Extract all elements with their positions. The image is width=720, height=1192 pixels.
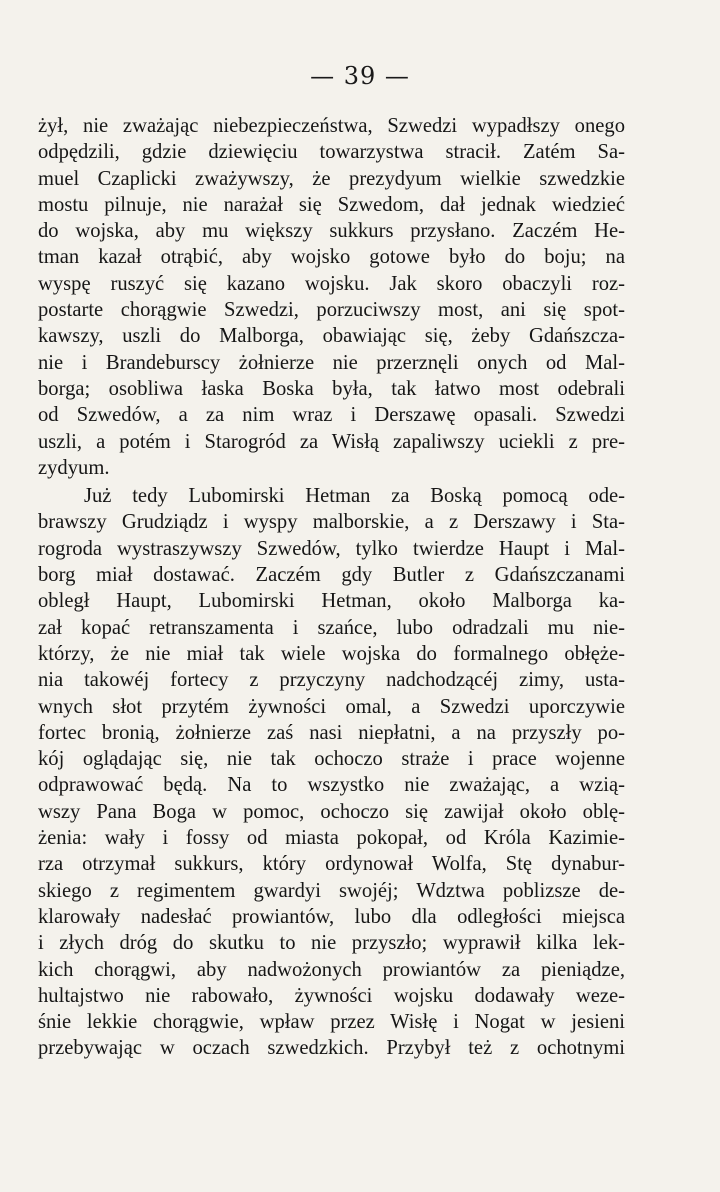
- text-line: odprawować będą. Na to wszystko nie zważając, a wzią-: [38, 774, 625, 797]
- text-line: hultajstwo nie rabowało, żywności wojsku dodawały weze-: [38, 984, 625, 1007]
- text-line: uszli, a potém i Starogród za Wisłą zapaliwszy uciekli z pre-: [38, 430, 625, 453]
- text-line: kich chorągwi, aby nadwożonych prowiantów za pieniądze,: [38, 958, 625, 981]
- text-line: nia takowéj fortecy z przyczyny nadchodzącéj zimy, usta-: [38, 669, 625, 692]
- text-line: żenia: wały i fossy od miasta pokopał, od Króla Kazimie-: [38, 827, 625, 850]
- text-line: tman kazał otrąbić, aby wojsko gotowe było do boju; na: [38, 246, 625, 269]
- text-line: odpędzili, gdzie dziewięciu towarzystwa stracił. Zatém Sa-: [38, 141, 625, 164]
- paragraph-1: [38, 113, 625, 481]
- text-line: kój oglądając się, nie tak ochoczo straże i prace wojenne: [38, 748, 625, 771]
- text-line: zał kopać retranszamenta i szańce, lubo odradzali mu nie-: [38, 616, 625, 639]
- text-line: wszy Pana Boga w pomoc, ochoczo się zawijał około oblę-: [38, 800, 625, 823]
- text-line: przebywając w oczach szwedzkich. Przybył też z ochotnymi: [38, 1037, 625, 1060]
- text-line: nie i Brandeburscy żołnierze nie przerznęli onych od Mal-: [38, 351, 625, 374]
- text-line: klarowały nadesłać prowiantów, lubo dla odległości miejsca: [38, 905, 625, 928]
- text-line: od Szwedów, a za nim wraz i Derszawę opasali. Szwedzi: [38, 404, 625, 427]
- paragraph-2: [38, 483, 625, 1062]
- text-line: wnych słot przytém żywności omal, a Szwedzi uporczywie: [38, 695, 625, 718]
- text-line: i złych dróg do skutku to nie przyszło; wyprawił kilka lek-: [38, 932, 625, 955]
- page-number: — 39 —: [310, 62, 410, 90]
- text-line: do wojska, aby mu większy sukkurs przysłano. Zaczém He-: [38, 220, 625, 243]
- text-line: żył, nie zważając niebezpieczeństwa, Szwedzi wypadłszy onego: [38, 115, 625, 137]
- text-line: skiego z regimentem gwardyi swojéj; Wdztwa poblizsze de-: [38, 879, 625, 902]
- text-line: którzy, że nie miał tak wiele wojska do formalnego obłęże-: [38, 642, 625, 665]
- text-line: rza otrzymał sukkurs, który ordynował Wolfa, Stę dynabur-: [38, 853, 625, 876]
- text-line: brawszy Grudziądz i wyspy malborskie, a z Derszawy i Sta-: [38, 511, 625, 534]
- text-line: borg miał dostawać. Zaczém gdy Butler z Gdańszczanami: [38, 564, 625, 587]
- text-line: Już tedy Lubomirski Hetman za Boską pomocą ode-: [84, 485, 625, 508]
- text-line: zydyum.: [38, 456, 110, 479]
- text-line: śnie lekkie chorągwie, wpław przez Wisłę i Nogat w jesieni: [38, 1011, 625, 1034]
- text-line: postarte chorągwie Szwedzi, porzuciwszy most, ani się spot-: [38, 299, 625, 322]
- text-line: kawszy, uszli do Malborga, obawiając się, żeby Gdańszcza-: [38, 325, 625, 348]
- text-line: wyspę ruszyć się kazano wojsku. Jak skoro obaczyli roz-: [38, 272, 625, 295]
- body-text: [38, 113, 625, 1062]
- text-line: obległ Haupt, Lubomirski Hetman, około Malborga ka-: [38, 590, 625, 613]
- text-line: rogroda wystraszywszy Szwedów, tylko twierdze Haupt i Mal-: [38, 537, 625, 560]
- text-line: fortec bronią, żołnierze zaś nasi niepłatni, a na przyszły po-: [38, 721, 625, 744]
- text-line: muel Czaplicki zważywszy, że prezydyum wielkie szwedzkie: [38, 167, 625, 190]
- text-line: borga; osobliwa łaska Boska była, tak łatwo most odebrali: [38, 377, 625, 400]
- text-line: mostu pilnuje, nie narażał się Szwedom, dał jednak wiedzieć: [38, 193, 625, 216]
